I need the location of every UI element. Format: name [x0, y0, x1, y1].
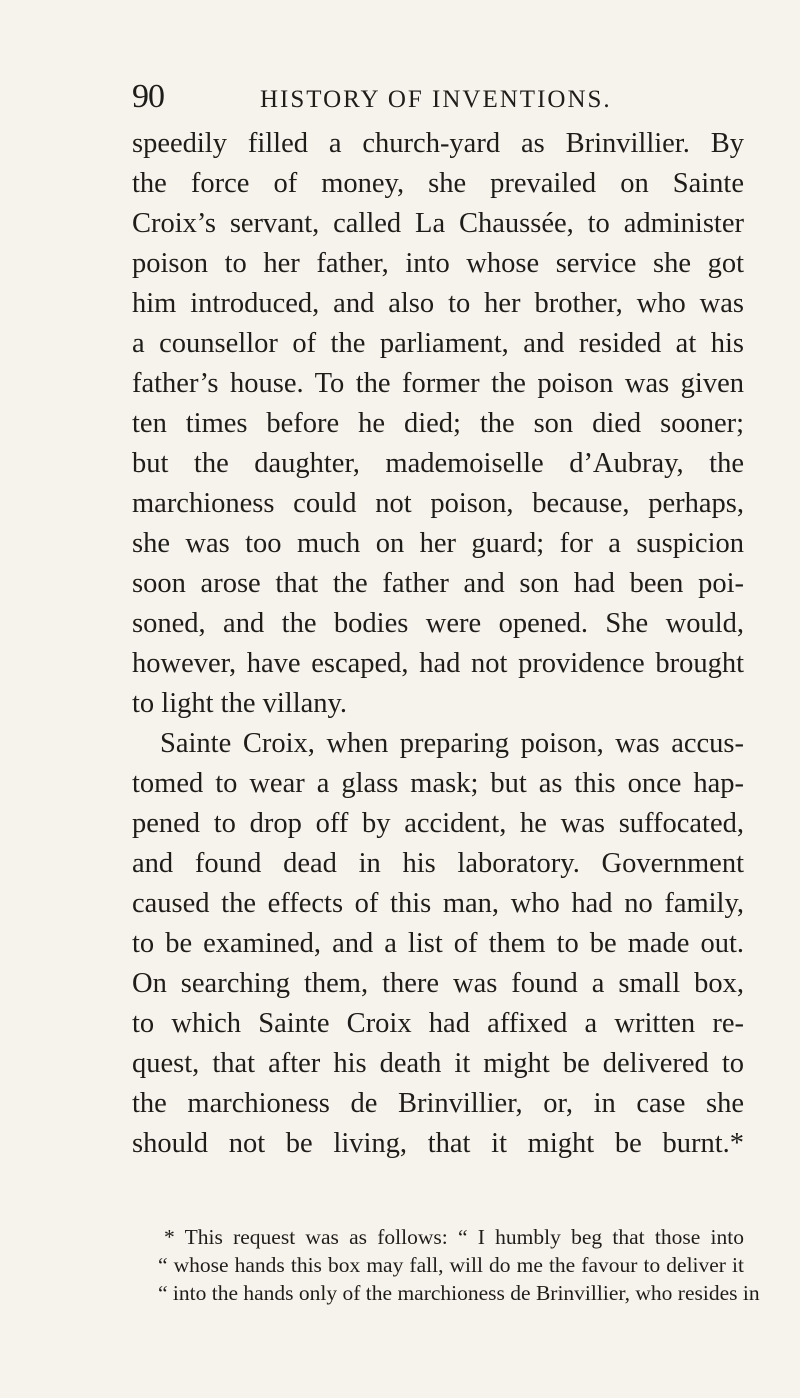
text-line: but the daughter, mademoiselle d’Aubray, the	[132, 448, 744, 479]
text-line: the force of money, she prevailed on Sainte	[132, 168, 744, 199]
footnote-line: “ whose hands this box may fall, will do me the favour to deliver it	[158, 1253, 744, 1277]
text-line: poison to her father, into whose service she got	[132, 248, 744, 279]
text-line: him introduced, and also to her brother, who was	[132, 288, 744, 319]
text-line: she was too much on her guard; for a suspicion	[132, 528, 744, 559]
footnote-line: “ into the hands only of the marchioness de Brinvillier, who resides in	[158, 1281, 760, 1305]
text-line: however, have escaped, had not providence brought	[132, 648, 744, 679]
text-line: to be examined, and a list of them to be made out.	[132, 928, 744, 959]
running-head: HISTORY OF INVENTIONS.	[260, 86, 612, 113]
text-line: Croix’s servant, called La Chaussée, to administer	[132, 208, 744, 239]
body-text	[132, 124, 744, 1164]
paragraph-first-line: Sainte Croix, when preparing poison, was accus-	[160, 728, 744, 759]
text-line: a counsellor of the parliament, and resided at his	[132, 328, 744, 359]
page-number: 90	[132, 78, 164, 115]
page-header	[132, 74, 732, 114]
text-line: pened to drop off by accident, he was suffocated,	[132, 808, 744, 839]
text-line: should not be living, that it might be burnt.*	[132, 1128, 744, 1159]
text-line: speedily filled a church-yard as Brinvillier. By	[132, 128, 744, 159]
text-line: On searching them, there was found a small box,	[132, 968, 744, 999]
text-line: father’s house. To the former the poison was given	[132, 368, 744, 399]
text-line: marchioness could not poison, because, perhaps,	[132, 488, 744, 519]
text-line: caused the effects of this man, who had no family,	[132, 888, 744, 919]
text-line: ten times before he died; the son died sooner;	[132, 408, 744, 439]
text-line: quest, that after his death it might be delivered to	[132, 1048, 744, 1079]
text-line: tomed to wear a glass mask; but as this once hap-	[132, 768, 744, 799]
footnote-line: * This request was as follows: “ I humbly beg that those into	[164, 1225, 744, 1249]
paragraph-end-line: to light the villany.	[132, 688, 348, 719]
text-line: and found dead in his laboratory. Government	[132, 848, 744, 879]
text-line: soned, and the bodies were opened. She would,	[132, 608, 744, 639]
footnote	[132, 1223, 760, 1307]
text-line: to which Sainte Croix had affixed a written re-	[132, 1008, 744, 1039]
text-line: soon arose that the father and son had been poi-	[132, 568, 744, 599]
text-line: the marchioness de Brinvillier, or, in case she	[132, 1088, 744, 1119]
